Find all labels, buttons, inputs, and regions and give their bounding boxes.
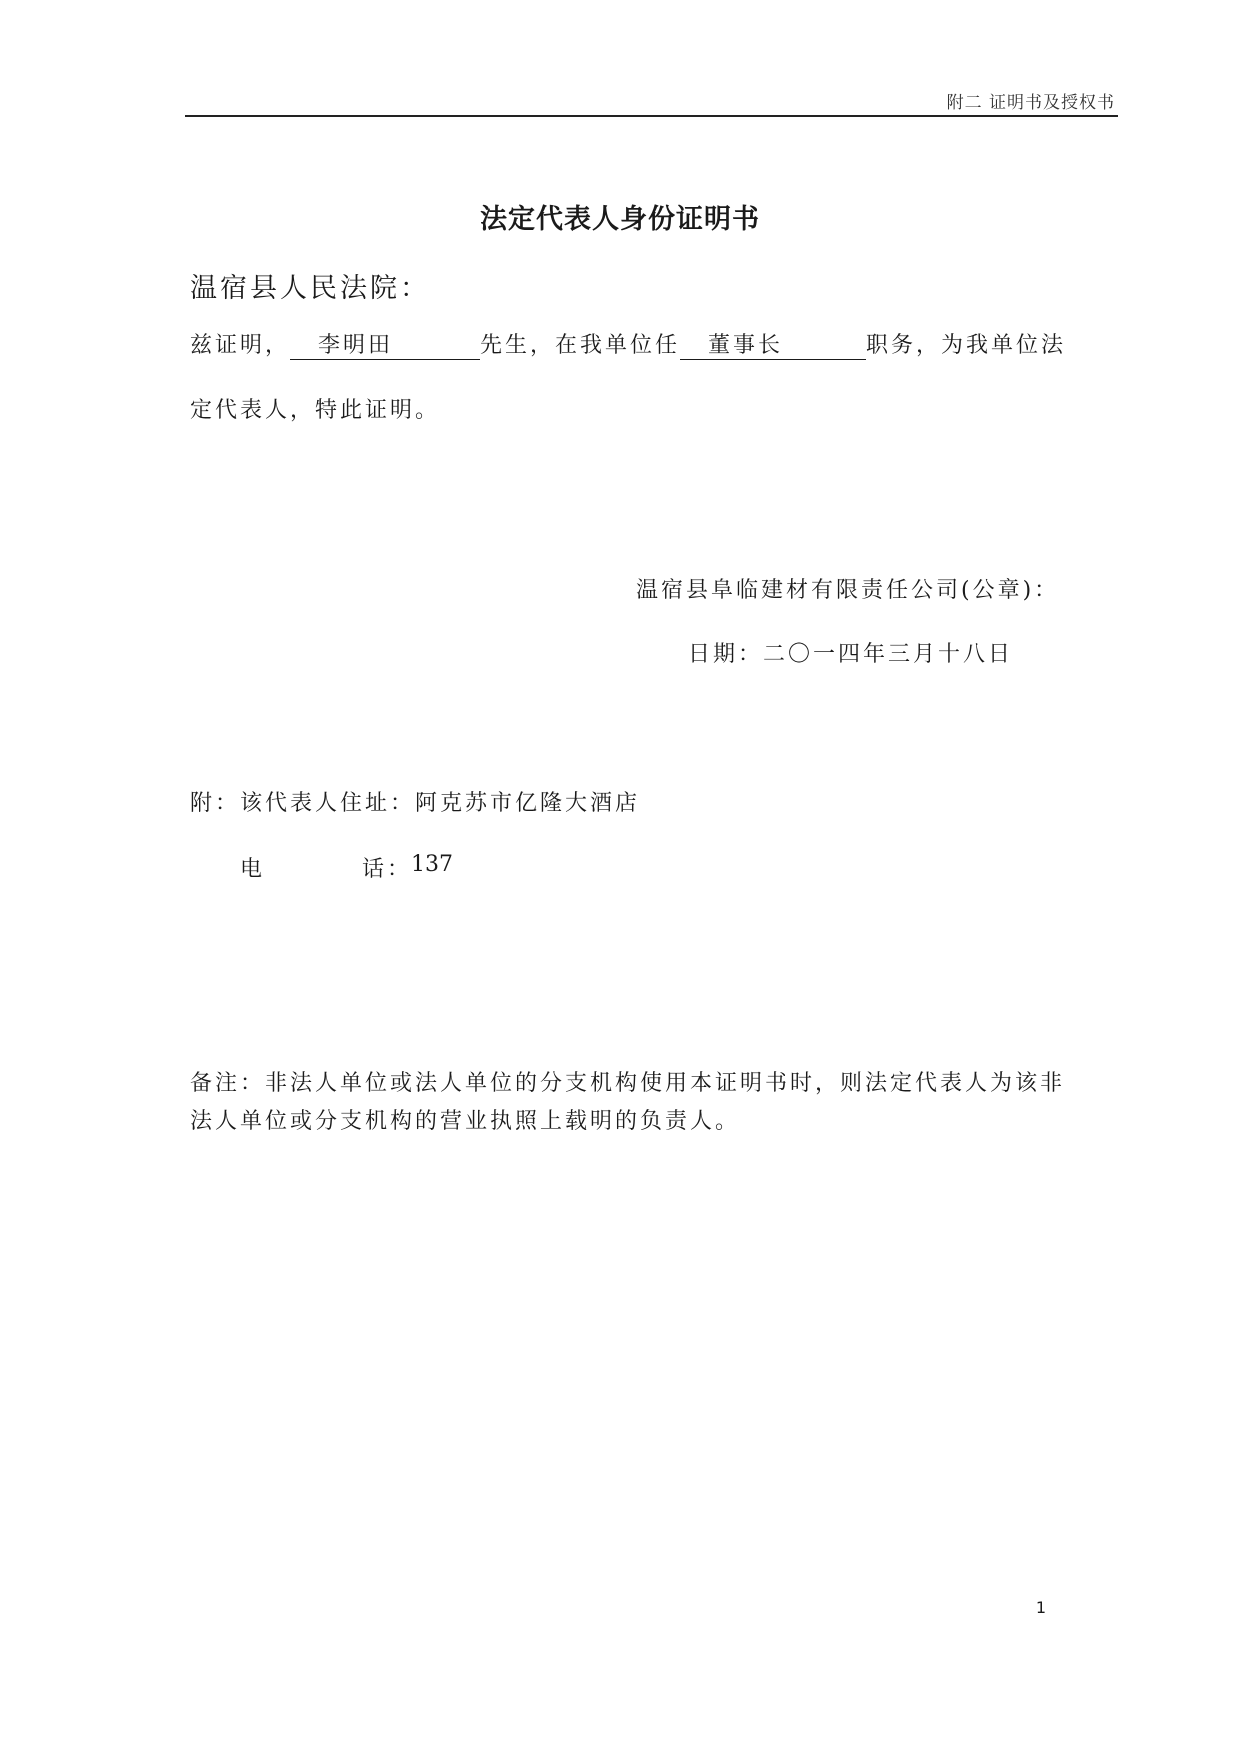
body-line-1 [190,328,1066,360]
body-line-2: 定代表人，特此证明。 [190,398,441,423]
issue-date: 日期：二〇一四年三月十八日 [688,642,1014,667]
note-line-2: 法人单位或分支机构的营业执照上载明的负责人。 [190,1109,741,1134]
body-line1-middle: 先生，在我单位任 [480,333,681,358]
company-seal-line: 温宿县阜临建材有限责任公司(公章)： [636,578,1060,603]
header-divider [185,115,1118,117]
phone-value: 137 [411,852,453,877]
phone-label-first: 电 [240,857,263,882]
address-line: 附：该代表人住址：阿克苏市亿隆大酒店 [190,791,641,816]
page-number: 1 [1035,1598,1046,1617]
document-title: 法定代表人身份证明书 [480,204,760,235]
representative-name-field: 李明田 [290,333,480,360]
representative-position-field: 董事长 [680,333,866,360]
body-line1-prefix: 兹证明， [190,333,291,358]
body-line1-suffix: 职务，为我单位法 [866,333,1067,358]
phone-label-second: 话： [362,857,413,882]
note-line-1: 备注：非法人单位或法人单位的分支机构使用本证明书时，则法定代表人为该非 [190,1071,1066,1096]
header-section-label: 附二 证明书及授权书 [946,93,1115,113]
recipient: 温宿县人民法院： [190,273,430,304]
